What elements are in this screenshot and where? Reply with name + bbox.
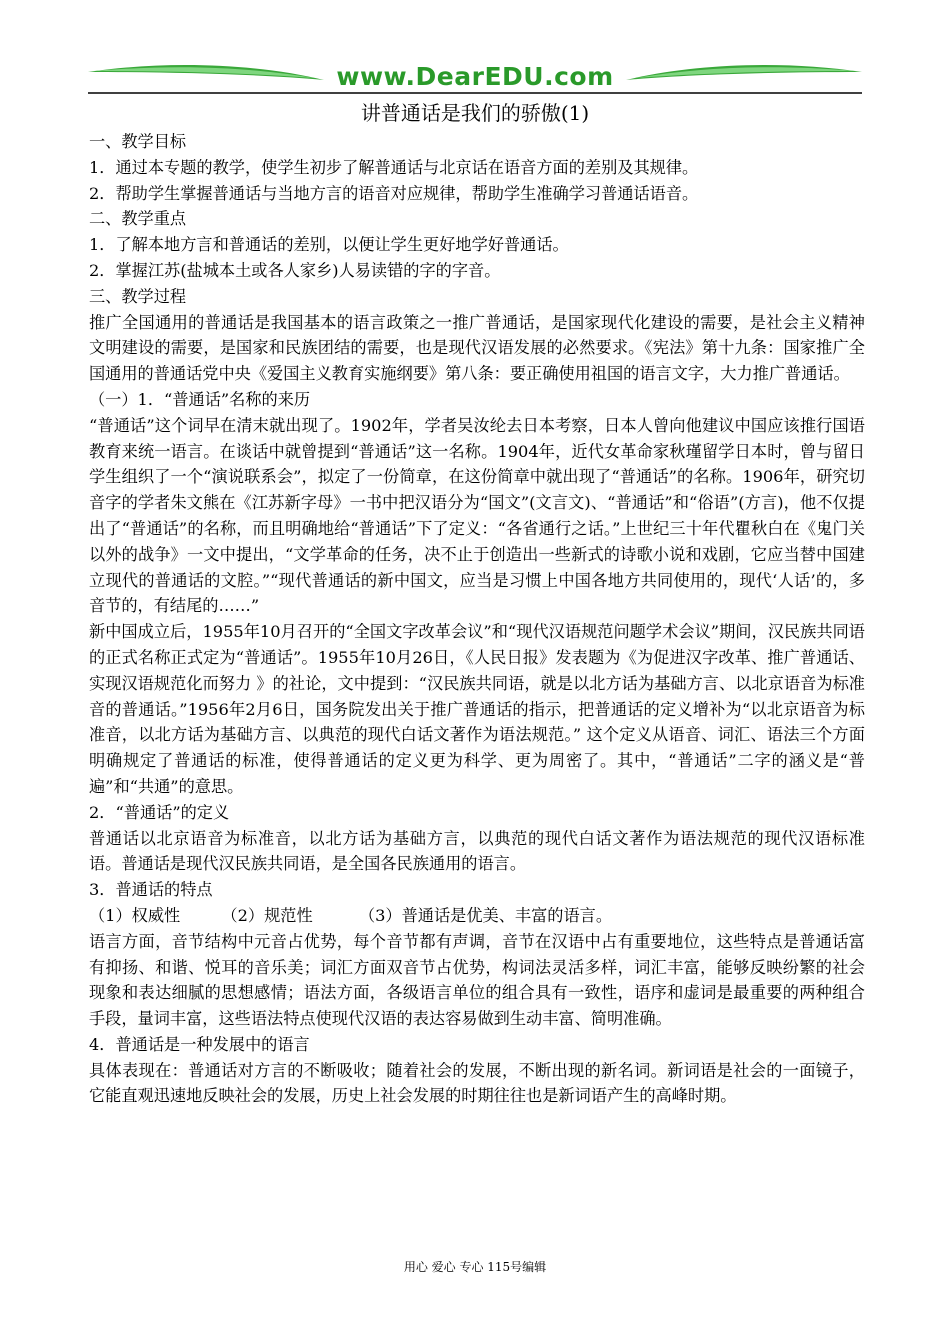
body-paragraph: 语言方面，音节结构中元音占优势，每个音节都有声调，音节在汉语中占有重要地位，这些特点是普通话富有抑扬、和谐、悦耳的音乐美；词汇方面双音节占优势，构词法灵活多样，词汇丰富，能够反映纷繁的社会现象和表达细腻的思想感情；语法方面，各级语言单位的组合具有一致性，语序和虚词是最重要的两种组合手段，量词丰富，这些语法特点使现代汉语的表达容易做到生动丰富、简明准确。: [89, 931, 865, 1029]
subsection-heading: 4．普通话是一种发展中的语言: [89, 1034, 310, 1054]
section-heading-objectives: 一、教学目标: [89, 132, 187, 151]
subsection-heading: 2．“普通话”的定义: [89, 802, 230, 822]
body-paragraph: 新中国成立后，1955年10月召开的“全国文字改革会议”和“现代汉语规范问题学术会议”期间，汉民族共同语的正式名称正式定为“普通话”。1955年10月26日，《人民日报》发表题为《为促进汉字改革、推广普通话、实现汉语规范化而努力 》的社论，文中提到：“汉民族共同语，就是以北方话为基础方言、以北京语音为标准音的普通话。”1956年2月6日，国务院发出关于推广普通话的指示，把普通话的定义增补为“以北京语音为标准音，以北方话为基础方言、以典范的现代白话文著作为语法规范。” 这个定义从语音、词汇、语法三个方面明确规定了普通话的标准，使得普通话的定义更为科学、更为周密了。其中，“普通话”二字的涵义是“普遍”和“共通”的意思。: [89, 622, 865, 796]
body-paragraph: 推广全国通用的普通话是我国基本的语言政策之一推广普通话，是国家现代化建设的需要，是社会主义精神文明建设的需要，是国家和民族团结的需要，也是现代汉语发展的必然要求。《宪法》第十九条：国家推广全国通用的普通话党中央《爱国主义教育实施纲要》第八条：要正确使用祖国的语言文字，大力推广普通话。: [89, 312, 865, 384]
document-body: [89, 129, 865, 1109]
traits-line: （1）权威性 （2）规范性 （3）普通话是优美、丰富的语言。: [89, 905, 613, 925]
page-title: 讲普通话是我们的骄傲(1): [360, 101, 590, 125]
body-paragraph: “普通话”这个词早在清末就出现了。1902年，学者吴汝纶去日本考察，日本人曾向他建议中国应该推行国语教育来统一语言。在谈话中就曾提到“普通话”这一名称。1904年，近代女革命家秋瑾留学日本时，曾与留日学生组织了一个“演说联系会”，拟定了一份简章，在这份简章中就出现了“普通话”的名称。1906年，研究切音字的学者朱文熊在《江苏新字母》一书中把汉语分为“国文”(文言文)、“普通话”和“俗语”(方言)，他不仅提出了“普通话”的名称，而且明确地给“普通话”下了定义：“各省通行之话。”上世纪三十年代瞿秋白在《鬼门关以外的战争》一文中提出，“文学革命的任务，决不止于创造出一些新式的诗歌小说和戏剧，它应当替中国建立现代的普通话的文腔。”“现代普通话的新中国文，应当是习惯上中国各地方共同使用的，现代‘人话’的，多音节的，有结尾的……”: [89, 415, 865, 616]
key-point-item: 1．了解本地方言和普通话的差别，以便让学生更好地学好普通话。: [89, 235, 569, 255]
section-heading-key-points: 二、教学重点: [89, 209, 187, 229]
site-header: [88, 58, 862, 98]
body-paragraph: 具体表现在：普通话对方言的不断吸收；随着社会的发展，不断出现的新名词。新词语是社会的一面镜子，它能直观迅速地反映社会的发展，历史上社会发展的时期往往也是新词语产生的高峰时期。: [89, 1060, 865, 1106]
subsection-heading: 3．普通话的特点: [89, 880, 213, 900]
objective-item: 1．通过本专题的教学，使学生初步了解普通话与北京话在语音方面的差别及其规律。: [89, 157, 699, 177]
page-footer: 用心 爱心 专心 115号编辑: [403, 1260, 547, 1274]
body-paragraph: 普通话以北京语音为标准音，以北方话为基础方言，以典范的现代白话文著作为语法规范的现代汉语标准语。普通话是现代汉民族共同语，是全国各民族通用的语言。: [89, 828, 865, 874]
key-point-item: 2．掌握江苏(盐城本土或各人家乡)人易读错的字的字音。: [89, 260, 501, 280]
subsection-heading: （一）1．“普通话”名称的来历: [89, 389, 311, 409]
site-logo-text[interactable]: www.DearEDU.com: [336, 62, 614, 91]
objective-item: 2．帮助学生掌握普通话与当地方言的语音对应规律，帮助学生准确学习普通话语音。: [89, 183, 699, 203]
section-heading-process: 三、教学过程: [89, 286, 187, 306]
